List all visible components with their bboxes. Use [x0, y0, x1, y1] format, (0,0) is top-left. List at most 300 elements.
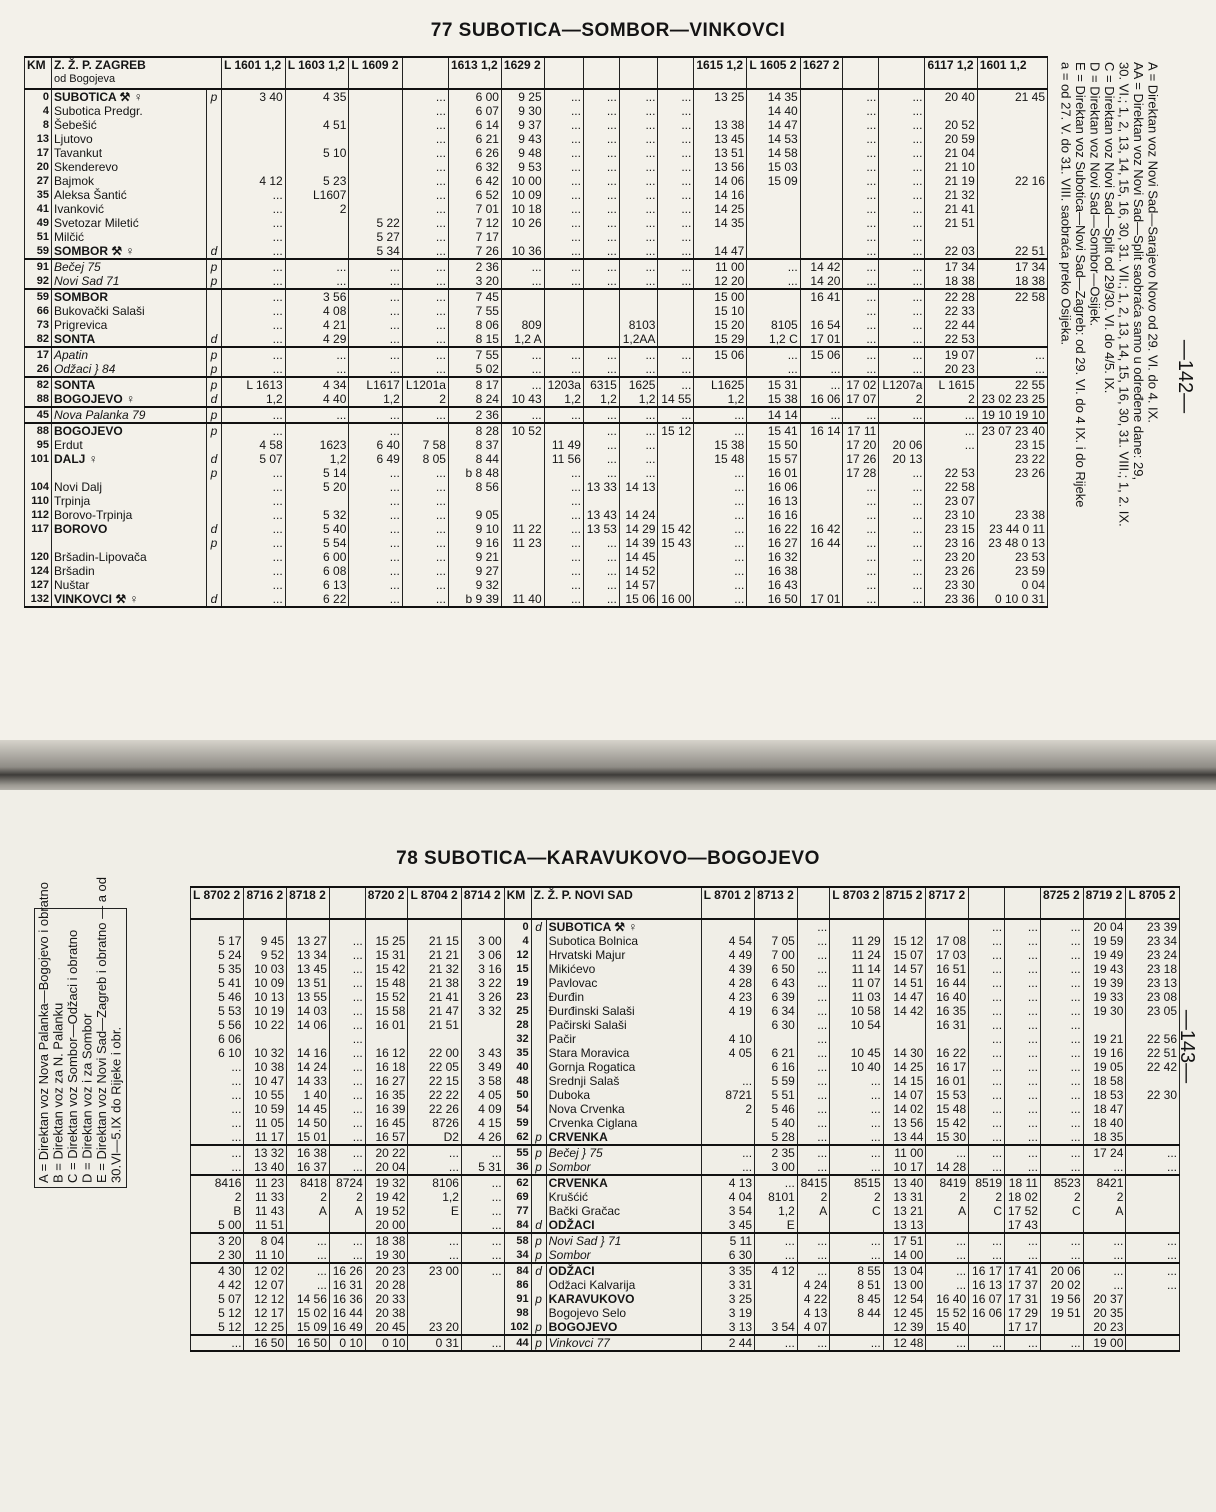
time-cell: 16 38 [287, 1145, 330, 1160]
time-cell [977, 230, 1047, 244]
time-cell: 18 47 [1083, 1102, 1126, 1116]
time-cell: 20 23 [365, 1263, 408, 1278]
station-name: Pavlovac [546, 976, 701, 990]
time-cell: ... [843, 132, 879, 146]
time-cell: ... [222, 592, 286, 607]
time-cell: 7 58 [402, 438, 448, 452]
time-cell: 16 00 [658, 592, 694, 607]
time-cell: ... [329, 1233, 365, 1248]
time-cell: 15 43 [658, 536, 694, 550]
time-cell: 5 53 [191, 1004, 244, 1018]
time-cell: ... [1040, 1088, 1083, 1102]
time-cell: 15 29 [694, 332, 747, 347]
train-number-header: 8713 2 [755, 887, 798, 919]
time-cell: 19 42 [365, 1190, 408, 1204]
time-cell: ... [285, 274, 349, 289]
time-cell: ... [658, 118, 694, 132]
time-cell: 0 10 [329, 1335, 365, 1351]
arr-dep-marker: p [207, 347, 222, 362]
time-cell: 23 10 [925, 508, 977, 522]
time-cell: 21 45 [977, 89, 1047, 104]
train-number-header: L 8701 2 [701, 887, 754, 919]
time-cell: ... [658, 347, 694, 362]
train-number-header: L 8702 2 [191, 887, 244, 919]
arr-dep-marker: p [531, 1248, 546, 1263]
time-cell [694, 362, 747, 377]
station-name: Bršadin-Lipovača [52, 550, 207, 564]
time-cell: 11 17 [244, 1130, 287, 1145]
time-cell: ... [1005, 1248, 1041, 1263]
time-cell: 3 43 [461, 1046, 504, 1060]
time-cell [701, 1060, 754, 1074]
time-cell: 16 40 [926, 990, 969, 1004]
time-cell: ... [329, 1160, 365, 1175]
time-cell: ... [1005, 962, 1041, 976]
time-cell: ... [843, 347, 879, 362]
km-cell: 59 [504, 1116, 531, 1130]
time-cell: ... [544, 274, 583, 289]
time-cell: ... [402, 318, 448, 332]
km-cell: 48 [504, 1074, 531, 1088]
time-cell: 15 30 [926, 1130, 969, 1145]
time-cell: 14 52 [619, 564, 658, 578]
time-cell: 16 44 [926, 976, 969, 990]
time-cell: 2 [402, 392, 448, 407]
table-row [191, 976, 1180, 990]
time-cell: ... [969, 1060, 1005, 1074]
table-row [25, 494, 1048, 508]
time-cell [926, 919, 969, 934]
time-cell: ... [583, 438, 619, 452]
km-cell: 51 [25, 230, 52, 244]
time-cell [977, 188, 1047, 202]
time-cell: ... [1005, 990, 1041, 1004]
page-number-142: —142— [1174, 339, 1197, 414]
km-cell: 82 [25, 332, 52, 347]
time-cell: ... [349, 318, 402, 332]
time-cell [461, 1292, 504, 1306]
time-cell: 3 54 [755, 1320, 798, 1335]
km-cell: 91 [25, 259, 52, 274]
time-cell: ... [402, 230, 448, 244]
arr-dep-marker [531, 1046, 546, 1060]
time-cell: 14 42 [800, 259, 843, 274]
time-cell: 16 31 [329, 1278, 365, 1292]
time-cell: ... [544, 550, 583, 564]
time-cell: 8103 [619, 318, 658, 332]
time-cell: ... [843, 104, 879, 118]
time-cell: 2 [797, 1190, 829, 1204]
time-cell: 14 53 [747, 132, 800, 146]
time-cell [800, 508, 843, 522]
station-name: Subotica Predgr. [52, 104, 207, 118]
time-cell [800, 202, 843, 216]
time-cell: ... [583, 132, 619, 146]
time-cell: 22 58 [977, 289, 1047, 304]
time-cell: ... [329, 1088, 365, 1102]
arr-dep-marker: d [207, 452, 222, 466]
time-cell: ... [879, 118, 925, 132]
time-cell [800, 244, 843, 259]
time-cell: 17 31 [1005, 1292, 1041, 1306]
time-cell: 3 45 [701, 1218, 754, 1233]
time-cell: 23 00 [408, 1263, 461, 1278]
note-a: A = Direktan voz Nova Palanka—Bogojevo i obratno [36, 882, 51, 1183]
time-cell: ... [329, 1046, 365, 1060]
time-cell: 12 48 [883, 1335, 926, 1351]
time-cell: ... [349, 536, 402, 550]
time-cell: 1,2 [544, 392, 583, 407]
time-cell: ... [1083, 1160, 1126, 1175]
time-cell: ... [843, 536, 879, 550]
table-row [25, 423, 1048, 438]
station-name: SUBOTICA ⚒ ♀ [52, 89, 207, 104]
time-cell [830, 919, 883, 934]
time-cell: 7 00 [755, 948, 798, 962]
time-cell: 23 05 [1126, 1004, 1180, 1018]
time-cell: 18 40 [1083, 1116, 1126, 1130]
km-cell: 35 [25, 188, 52, 202]
time-cell: 23 20 [408, 1320, 461, 1335]
time-cell: 22 51 [1126, 1046, 1180, 1060]
time-cell: ... [1040, 1102, 1083, 1116]
notes-143 [34, 876, 127, 1188]
time-cell: ... [329, 1032, 365, 1046]
time-cell: 21 41 [408, 990, 461, 1004]
time-cell [658, 466, 694, 480]
station-name: Erdut [52, 438, 207, 452]
time-cell: ... [658, 89, 694, 104]
time-cell: 23 26 [977, 466, 1047, 480]
time-cell: 21 51 [408, 1018, 461, 1032]
arr-dep-marker: d [207, 522, 222, 536]
time-cell [1126, 1074, 1180, 1088]
time-cell: 23 44 0 11 [977, 522, 1047, 536]
arr-dep-marker [531, 962, 546, 976]
time-cell: 3 19 [701, 1306, 754, 1320]
time-cell: 9 53 [501, 160, 544, 174]
time-cell: 22 53 [925, 332, 977, 347]
time-cell: 5 02 [448, 362, 501, 377]
time-cell: 19 43 [1083, 962, 1126, 976]
time-cell: ... [694, 423, 747, 438]
train-number-header: 8718 2 [287, 887, 330, 919]
km-header: KM [25, 57, 52, 89]
station-name: Odžaci } 84 [52, 362, 207, 377]
station-name: Bečej } 75 [546, 1145, 701, 1160]
time-cell: 11 29 [830, 934, 883, 948]
station-name: Pačir [546, 1032, 701, 1046]
time-cell: ... [544, 536, 583, 550]
time-cell: ... [830, 1088, 883, 1102]
km-cell: 104 [25, 480, 52, 494]
time-cell: 17 20 [843, 438, 879, 452]
time-cell [461, 1032, 504, 1046]
time-cell: 15 48 [694, 452, 747, 466]
time-cell: 8515 [830, 1175, 883, 1190]
arr-dep-marker [531, 990, 546, 1004]
time-cell: ... [402, 508, 448, 522]
time-cell: ... [619, 407, 658, 423]
table-row [191, 1278, 1180, 1292]
arr-dep-marker: p [531, 1292, 546, 1306]
time-cell: 14 55 [658, 392, 694, 407]
time-cell [408, 1032, 461, 1046]
time-cell: 15 40 [926, 1320, 969, 1335]
time-cell: ... [747, 259, 800, 274]
time-cell: 10 52 [501, 423, 544, 438]
time-cell: 16 44 [800, 536, 843, 550]
time-cell: 6 34 [755, 1004, 798, 1018]
time-cell: 14 45 [619, 550, 658, 564]
time-cell: ... [583, 216, 619, 230]
time-cell [658, 438, 694, 452]
time-cell: ... [701, 1145, 754, 1160]
time-cell: 4 12 [755, 1263, 798, 1278]
time-cell: ... [843, 564, 879, 578]
time-cell: ... [222, 550, 286, 564]
time-cell: ... [583, 362, 619, 377]
time-cell [800, 146, 843, 160]
km-cell: 55 [504, 1145, 531, 1160]
time-cell: 1 40 [287, 1088, 330, 1102]
time-cell: 2 [285, 202, 349, 216]
time-cell: ... [797, 1018, 829, 1032]
time-cell: ... [544, 259, 583, 274]
time-cell: 11 03 [830, 990, 883, 1004]
time-cell: ... [830, 1335, 883, 1351]
time-cell [747, 230, 800, 244]
arr-dep-marker [531, 1004, 546, 1018]
time-cell: 1,2 [619, 392, 658, 407]
time-cell: 2 36 [448, 407, 501, 423]
table-row [25, 244, 1048, 259]
time-cell: ... [408, 1248, 461, 1263]
time-cell: ... [925, 407, 977, 423]
time-cell: ... [879, 146, 925, 160]
time-cell: 16 06 [969, 1306, 1005, 1320]
table-row [25, 104, 1048, 118]
time-cell: ... [694, 536, 747, 550]
km-cell: 44 [504, 1335, 531, 1351]
time-cell: 22 16 [977, 174, 1047, 188]
time-cell: ... [830, 1145, 883, 1160]
time-cell: 13 40 [883, 1175, 926, 1190]
time-cell [1126, 1130, 1180, 1145]
time-cell [830, 1218, 883, 1233]
time-cell: 6 50 [755, 962, 798, 976]
time-cell: ... [1040, 1018, 1083, 1032]
time-cell [285, 132, 349, 146]
time-cell: ... [583, 104, 619, 118]
time-cell: 18 02 [1005, 1190, 1041, 1204]
km-cell: 62 [504, 1130, 531, 1145]
station-name: Đurđin [546, 990, 701, 1004]
station-name: Novi Sad 71 [52, 274, 207, 289]
time-cell: ... [1040, 1335, 1083, 1351]
time-cell: ... [694, 564, 747, 578]
time-cell: 13 33 [583, 480, 619, 494]
time-cell [222, 146, 286, 160]
time-cell: ... [349, 423, 402, 438]
time-cell: 8 28 [448, 423, 501, 438]
notes-142 [1058, 62, 1160, 702]
table-row [25, 522, 1048, 536]
time-cell: 3 31 [701, 1278, 754, 1292]
time-cell: 8726 [408, 1116, 461, 1130]
time-cell: ... [694, 522, 747, 536]
time-cell: 4 35 [285, 89, 349, 104]
time-cell: ... [755, 1335, 798, 1351]
station-name: SONTA [52, 332, 207, 347]
time-cell: ... [349, 274, 402, 289]
time-cell: 21 38 [408, 976, 461, 990]
time-cell: C [969, 1204, 1005, 1218]
arr-dep-marker [531, 1116, 546, 1130]
train-number-header [1005, 887, 1041, 919]
km-cell: 54 [504, 1102, 531, 1116]
time-cell: ... [191, 1116, 244, 1130]
time-cell: 11 23 [244, 1175, 287, 1190]
time-cell: 12 25 [244, 1320, 287, 1335]
time-cell [461, 1018, 504, 1032]
note-aa-dates: 30. VI.; 1, 2, 13, 14, 15, 16, 30, 31. VII.; 1, 2, 13, 14, 15, 16, 30, 31. VIII.; 1, 2. IX. [1116, 62, 1132, 527]
time-cell: 4 21 [285, 318, 349, 332]
time-cell: 16 50 [747, 592, 800, 607]
time-cell: 11 51 [244, 1218, 287, 1233]
time-cell: 13 51 [287, 976, 330, 990]
time-cell: 13 53 [583, 522, 619, 536]
time-cell [583, 494, 619, 508]
time-cell: ... [402, 216, 448, 230]
time-cell: ... [658, 274, 694, 289]
km-cell [25, 536, 52, 550]
time-cell: ... [1126, 1263, 1180, 1278]
time-cell: ... [747, 347, 800, 362]
arr-dep-marker: p [207, 466, 222, 480]
station-name: Skenderevo [52, 160, 207, 174]
time-cell [1126, 1175, 1180, 1190]
time-cell: L1607 [285, 188, 349, 202]
time-cell: 5 46 [191, 990, 244, 1004]
time-cell: 13 27 [287, 934, 330, 948]
table-row [25, 438, 1048, 452]
time-cell: ... [349, 347, 402, 362]
train-number-header: 1601 1,2 [977, 57, 1047, 89]
km-cell: 66 [25, 304, 52, 318]
time-cell: L1207a [879, 377, 925, 392]
time-cell [501, 494, 544, 508]
station-name: SUBOTICA ⚒ ♀ [546, 919, 701, 934]
time-cell: 6 39 [755, 990, 798, 1004]
time-cell: 15 09 [747, 174, 800, 188]
time-cell: 10 13 [244, 990, 287, 1004]
time-cell: A [329, 1204, 365, 1218]
time-cell [329, 919, 365, 934]
time-cell: 4 04 [701, 1190, 754, 1204]
time-cell: 2 [926, 1190, 969, 1204]
time-cell [977, 494, 1047, 508]
time-cell: 5 28 [755, 1130, 798, 1145]
time-cell: 9 30 [501, 104, 544, 118]
time-cell: 1,2 [349, 392, 402, 407]
time-cell: 3 06 [461, 948, 504, 962]
table-row [25, 174, 1048, 188]
time-cell: 13 04 [883, 1263, 926, 1278]
time-cell: ... [879, 592, 925, 607]
time-cell: ... [544, 216, 583, 230]
km-cell: 112 [25, 508, 52, 522]
time-cell: 4 10 [701, 1032, 754, 1046]
time-cell: E [408, 1204, 461, 1218]
time-cell [461, 1278, 504, 1292]
time-cell: 7 17 [448, 230, 501, 244]
arr-dep-marker [207, 550, 222, 564]
time-cell: 17 11 [843, 423, 879, 438]
time-cell: ... [843, 550, 879, 564]
time-cell: ... [1083, 1263, 1126, 1278]
time-cell: 14 16 [287, 1046, 330, 1060]
time-cell: E [755, 1218, 798, 1233]
time-cell: ... [349, 522, 402, 536]
time-cell: 20 04 [1083, 919, 1126, 934]
note-b: B = Direktan voz za N. Palanku [50, 1002, 66, 1183]
time-cell: ... [879, 132, 925, 146]
time-cell [349, 132, 402, 146]
time-cell [349, 146, 402, 160]
station-name: Bački Gračac [546, 1204, 701, 1218]
time-cell: b 8 48 [448, 466, 501, 480]
time-cell: 15 00 [694, 289, 747, 304]
station-name: SONTA [52, 377, 207, 392]
time-cell: 10 38 [244, 1060, 287, 1074]
time-cell: 1,2AA [619, 332, 658, 347]
time-cell: 3 35 [701, 1263, 754, 1278]
time-cell: ... [349, 407, 402, 423]
station-name: Svetozar Miletić [52, 216, 207, 230]
km-cell: 69 [504, 1190, 531, 1204]
station-name: BOGOJEVO [52, 423, 207, 438]
time-cell: 5 46 [755, 1102, 798, 1116]
time-cell: 16 38 [747, 564, 800, 578]
time-cell: 2 [1083, 1190, 1126, 1204]
time-cell: 8 45 [830, 1292, 883, 1306]
time-cell: ... [658, 174, 694, 188]
time-cell: ... [544, 494, 583, 508]
time-cell: 23 24 [1126, 948, 1180, 962]
time-cell: ... [402, 407, 448, 423]
table-row [25, 188, 1048, 202]
km-cell: 82 [25, 377, 52, 392]
time-cell: ... [619, 174, 658, 188]
time-cell: ... [349, 480, 402, 494]
time-cell: ... [583, 452, 619, 466]
time-cell: 15 31 [747, 377, 800, 392]
note-c: C = Direktan voz Sombor—Odžaci i obratno [65, 929, 80, 1183]
time-cell: 14 29 [619, 522, 658, 536]
page-142 [0, 0, 1216, 750]
time-cell: ... [969, 1233, 1005, 1248]
time-cell [883, 1018, 926, 1032]
station-header: Z. Ž. P. NOVI SAD [531, 887, 701, 919]
time-cell: ... [658, 146, 694, 160]
time-cell: 10 09 [244, 976, 287, 990]
time-cell: ... [797, 1145, 829, 1160]
time-cell: 5 32 [285, 508, 349, 522]
railway-name: Z. Ž. P. ZAGREB [54, 58, 146, 72]
km-cell: 19 [504, 976, 531, 990]
time-cell: ... [1040, 1130, 1083, 1145]
